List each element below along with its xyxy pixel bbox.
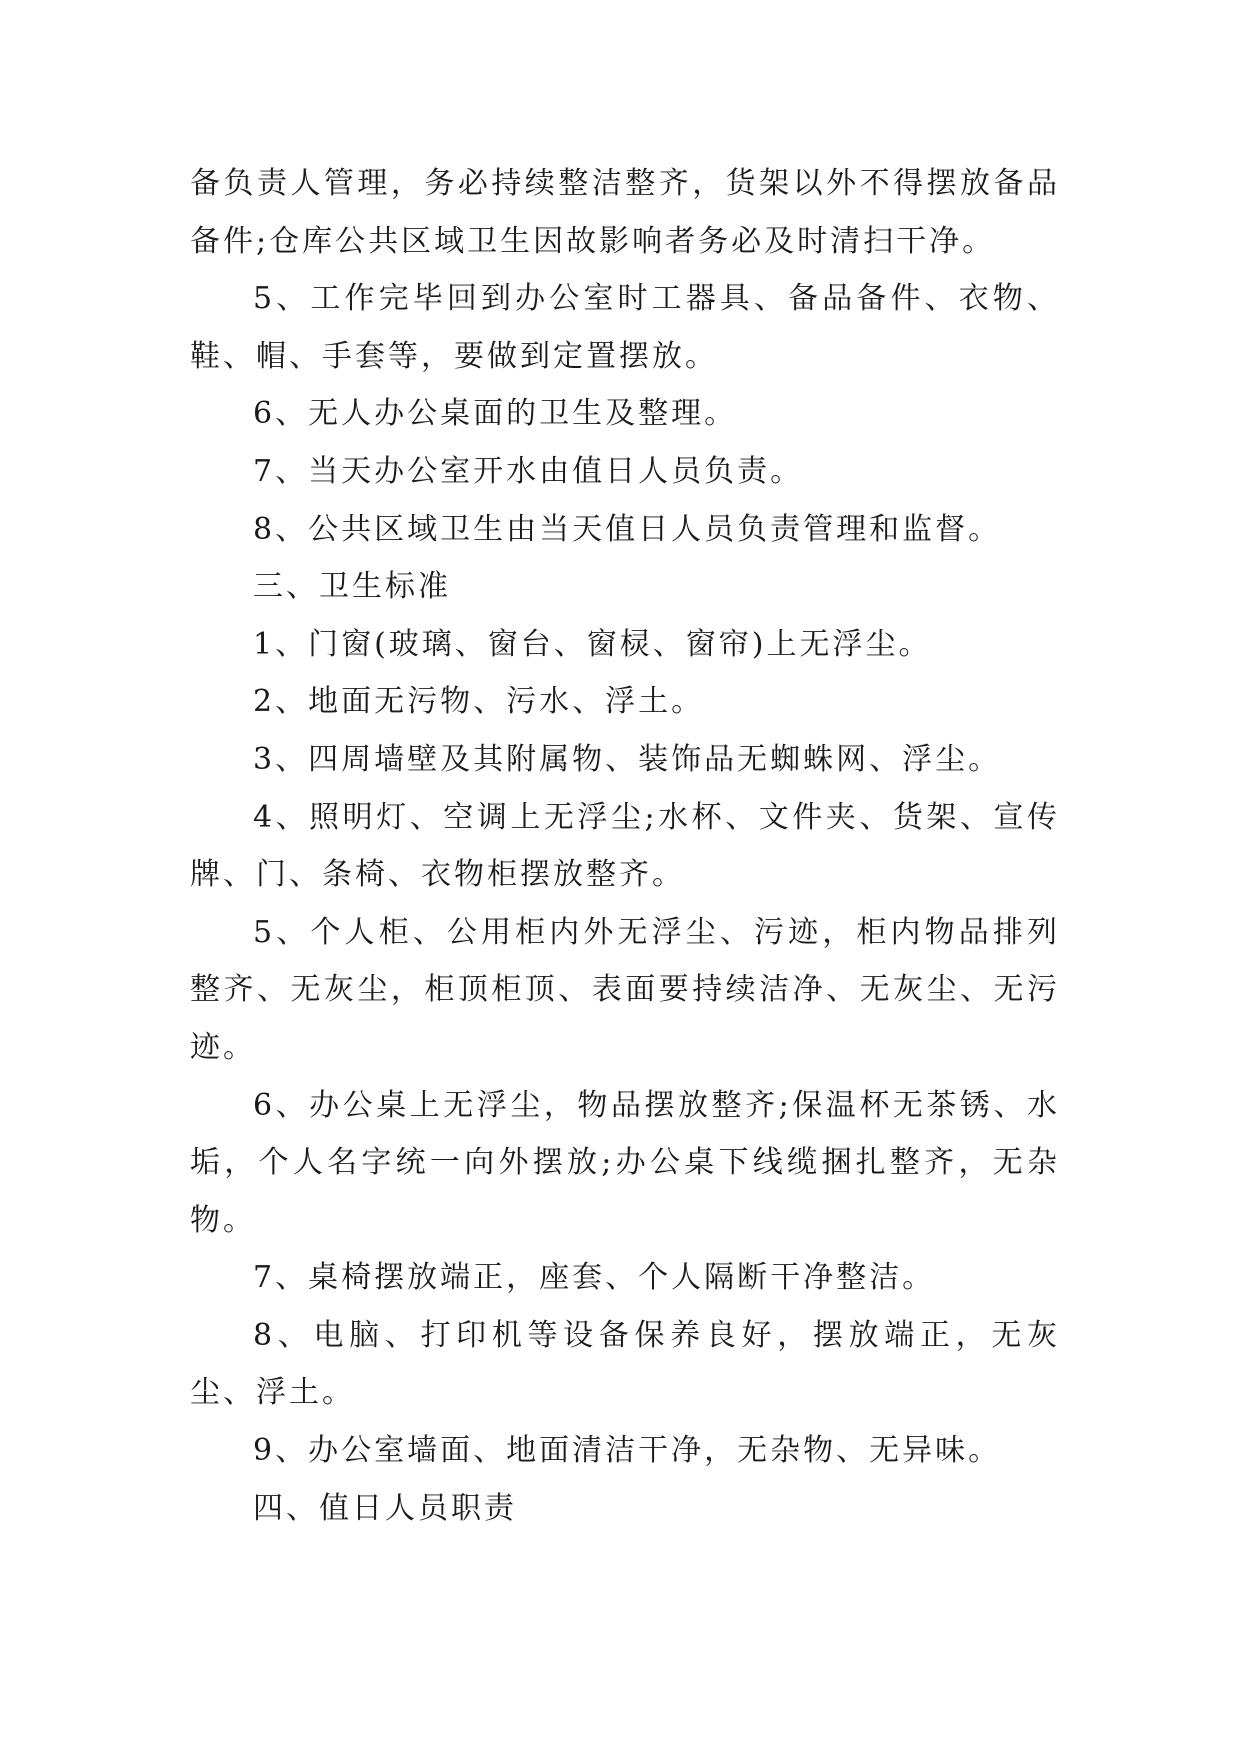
list-item: 8、电脑、打印机等设备保养良好，摆放端正，无灰尘、浮土。 <box>190 1317 1060 1411</box>
document-body <box>190 155 1060 1537</box>
list-item: 4、照明灯、空调上无浮尘;水杯、文件夹、货架、宣传牌、门、条椅、衣物柜摆放整齐。 <box>190 799 1060 893</box>
list-item: 5、个人柜、公用柜内外无浮尘、污迹，柜内物品排列整齐、无灰尘，柜顶柜顶、表面要持续洁净、无灰尘、无污迹。 <box>190 914 1060 1065</box>
list-item: 3、四周墙壁及其附属物、装饰品无蜘蛛网、浮尘。 <box>253 741 1002 777</box>
section-heading: 四、值日人员职责 <box>253 1490 517 1526</box>
section-heading: 三、卫生标准 <box>253 569 451 605</box>
list-item: 1、门窗(玻璃、窗台、窗棂、窗帘)上无浮尘。 <box>253 626 932 662</box>
list-item: 8、公共区域卫生由当天值日人员负责管理和监督。 <box>253 511 1002 547</box>
list-item: 5、工作完毕回到办公室时工器具、备品备件、衣物、鞋、帽、手套等，要做到定置摆放。 <box>190 281 1060 374</box>
list-item: 7、当天办公室开水由值日人员负责。 <box>253 453 804 489</box>
list-item: 2、地面无污物、污水、浮土。 <box>253 684 705 720</box>
paragraph: 备负责人管理，务必持续整洁整齐，货架以外不得摆放备品备件;仓库公共区域卫生因故影响者务必及时清扫干净。 <box>190 166 1060 259</box>
list-item: 6、无人办公桌面的卫生及整理。 <box>253 396 738 432</box>
list-item: 6、办公桌上无浮尘，物品摆放整齐;保温杯无茶锈、水垢，个人名字统一向外摆放;办公桌下线缆捆扎整齐，无杂物。 <box>190 1087 1060 1238</box>
list-item: 7、桌椅摆放端正，座套、个人隔断干净整洁。 <box>253 1260 936 1296</box>
list-item: 9、办公室墙面、地面清洁干净，无杂物、无异味。 <box>253 1433 1002 1469</box>
